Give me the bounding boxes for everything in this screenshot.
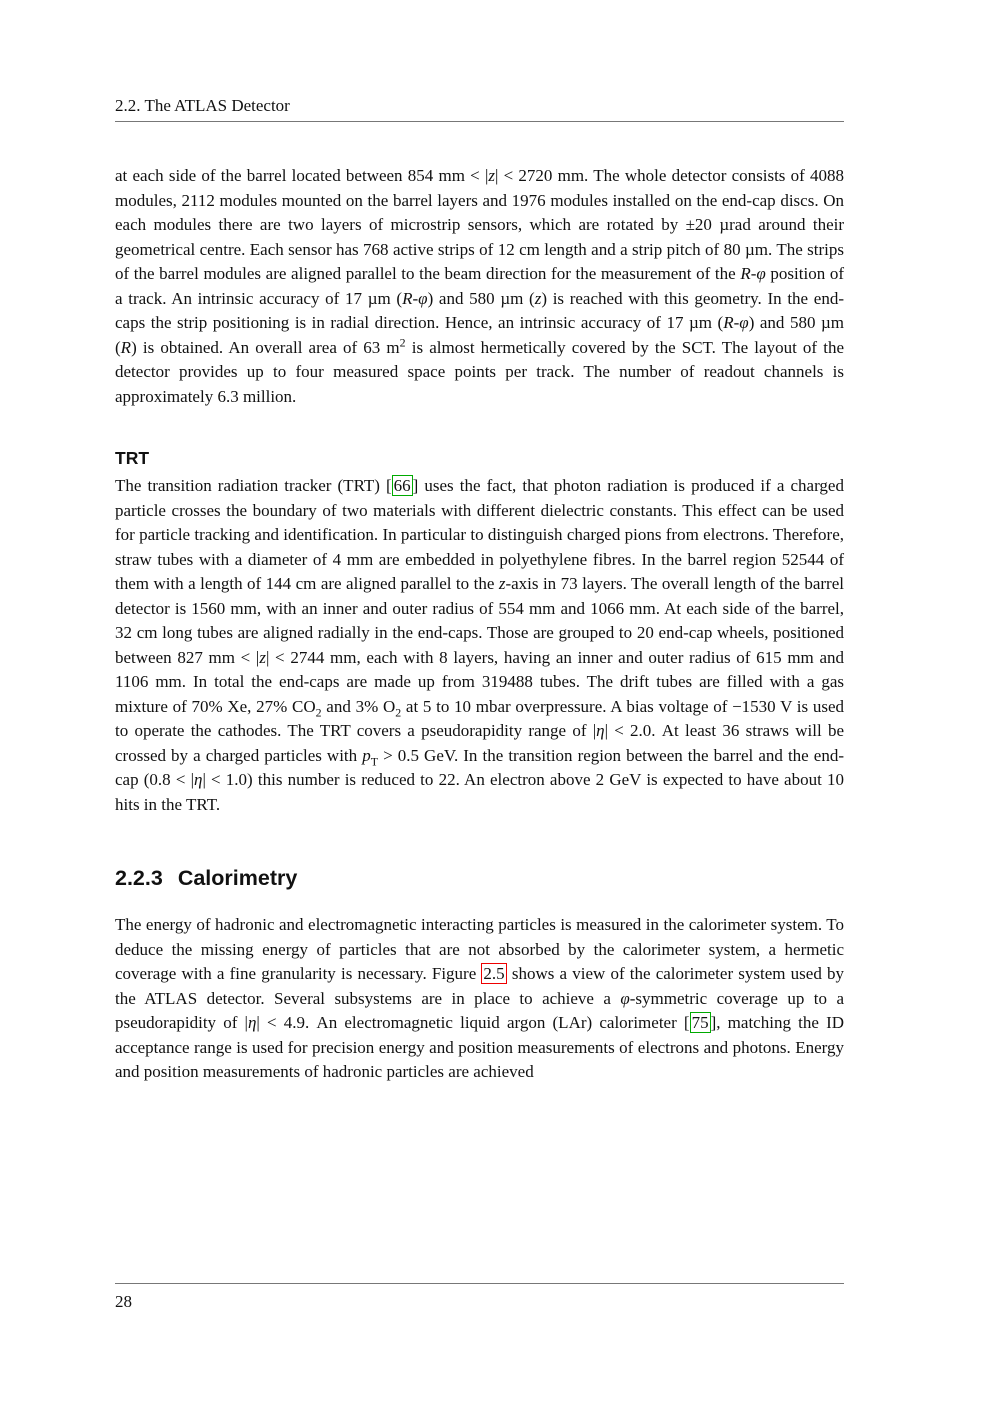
text-run: ] uses the fact, that photon radiation is produced if a charged particle crosses the boundary of two materials with different dielectric constants. This effect can be used for particle tracking and identification. In particular to distinguish charged pions from electrons. Therefore, straw tubes with a diameter of 4 mm are embedded in polyethylene fibres. In the barrel region 52544 of them with a length of 144 cm are aligned parallel to the <box>115 476 844 593</box>
text-run: | < 2744 mm, each with 8 layers, having an inner and outer radius of 615 mm and 1106 mm. In total the end-caps are made up from 319488 tubes. The drift tubes are filled with a gas mixture of 70% Xe, 27% CO <box>115 647 844 716</box>
text-run: z <box>259 647 266 667</box>
text-run: ) is reached with this geometry. In the end-caps the strip positioning is in radial direction. Hence, an intrinsic accuracy of 17 µm ( <box>115 288 844 332</box>
text-run: at 5 to 10 mbar overpressure. A bias voltage of −1530 V is used to operate the cathodes. The TRT covers a pseudorapidity range of | <box>115 696 844 740</box>
text-run: η <box>596 721 605 740</box>
header-rule <box>115 121 844 122</box>
text-run: | < 2720 mm. The whole detector consists of 4088 modules, 2112 modules mounted on the barrel layers and 1976 modules installed on the end-cap discs. On each modules there are two layers of microstrip sensors, which are rotated by ±20 µrad around their geometrical centre. Each sensor has 768 active strips of 12 cm length and a strip pitch of 80 µm. The strips of the barrel modules are aligned parallel to the beam direction for the measurement of the <box>115 166 844 283</box>
text-run: | < 1.0) this number is reduced to 22. An electron above 2 GeV is expected to have about 10 hits in the TRT. <box>115 770 844 814</box>
page-number: 28 <box>115 1292 132 1311</box>
text-run: R <box>120 337 132 357</box>
text-run: ) and 580 µm ( <box>427 288 535 308</box>
text-run: p <box>362 745 371 765</box>
running-header: 2.2. The ATLAS Detector <box>115 96 290 115</box>
text-run: shows a view of the calorimeter system used by the ATLAS detector. Several subsystems are in place to achieve a <box>115 964 844 1008</box>
section-heading-calorimetry <box>115 865 844 891</box>
text-run: T <box>370 753 378 768</box>
figure-ref-link[interactable]: 2.5 <box>483 964 505 983</box>
text-run: | < 4.9. An electromagnetic liquid argon (LAr) calorimeter [ <box>256 1013 690 1032</box>
text-run: is almost hermetically covered by the SCT. The layout of the detector provides up to four measured space points per track. The number of readout channels is approximately 6.3 million. <box>115 337 844 406</box>
text-run: z <box>488 166 495 185</box>
text-run: - <box>412 288 419 308</box>
text-run: and 3% O <box>321 696 396 716</box>
text-run: position of a track. An intrinsic accuracy of 17 µm ( <box>115 264 844 308</box>
section-number: 2.2.3 <box>115 866 163 890</box>
paragraph-sct <box>115 164 844 409</box>
footer-rule <box>115 1283 844 1284</box>
citation-link[interactable]: 66 <box>393 476 411 495</box>
text-run: φ <box>756 264 766 283</box>
text-run: φ <box>418 288 428 308</box>
text-run: z <box>534 288 542 308</box>
page-footer <box>115 1283 844 1312</box>
text-run: | < 2.0. At least 36 straws will be crossed by a charged particles with <box>115 721 844 765</box>
text-run: - <box>750 264 757 283</box>
text-run: 2 <box>399 334 406 349</box>
paragraph-trt <box>115 474 844 817</box>
text-run: The transition radiation tracker (TRT) [ <box>115 476 392 495</box>
text-run: at each side of the barrel located between 854 mm < | <box>115 166 489 185</box>
text-run: φ <box>739 313 749 332</box>
text-run: R <box>723 313 734 332</box>
text-run: ], matching the ID acceptance range is used for precision energy and position measurements of electrons and photons. Energy and position measurements of hadronic particles are achieved <box>115 1013 845 1081</box>
text-run: 2 <box>315 704 322 719</box>
text-run: The energy of hadronic and electromagnetic interacting particles is measured in the calorimeter system. To deduce the missing energy of particles that are not absorbed by the calorimeter system, a hermetic coverage with a fine granularity is necessary. Figure <box>115 915 844 983</box>
citation-link[interactable]: 75 <box>691 1013 709 1032</box>
text-column <box>115 0 844 1085</box>
page-body <box>115 164 844 1085</box>
text-run: η <box>194 770 203 789</box>
text-run: η <box>247 1013 257 1032</box>
heading-trt: TRT <box>115 448 150 468</box>
text-run: 2 <box>395 704 402 719</box>
text-run: > 0.5 GeV. In the transition region between the barrel and the end-cap (0.8 < | <box>115 745 844 789</box>
text-run: z <box>498 574 506 593</box>
text-run: ) and 580 µm ( <box>115 313 844 357</box>
text-run: R <box>402 288 413 308</box>
page-header <box>115 96 844 122</box>
text-run: - <box>733 313 740 332</box>
paragraph-calorimetry <box>115 913 844 1085</box>
text-run: -symmetric coverage up to a pseudorapidity of | <box>115 988 844 1032</box>
text-run: φ <box>620 988 630 1008</box>
section-title: Calorimetry <box>177 866 298 890</box>
text-run: ) is obtained. An overall area of 63 m <box>131 337 400 357</box>
text-run: R <box>740 264 751 283</box>
text-run: -axis in 73 layers. The overall length of the barrel detector is 1560 mm, with an inner and outer radius of 554 mm and 1066 mm. At each side of the barrel, 32 cm long tubes are aligned radially in the end-caps. Those are grouped to 20 end-cap wheels, positioned between 827 mm < | <box>115 574 844 667</box>
